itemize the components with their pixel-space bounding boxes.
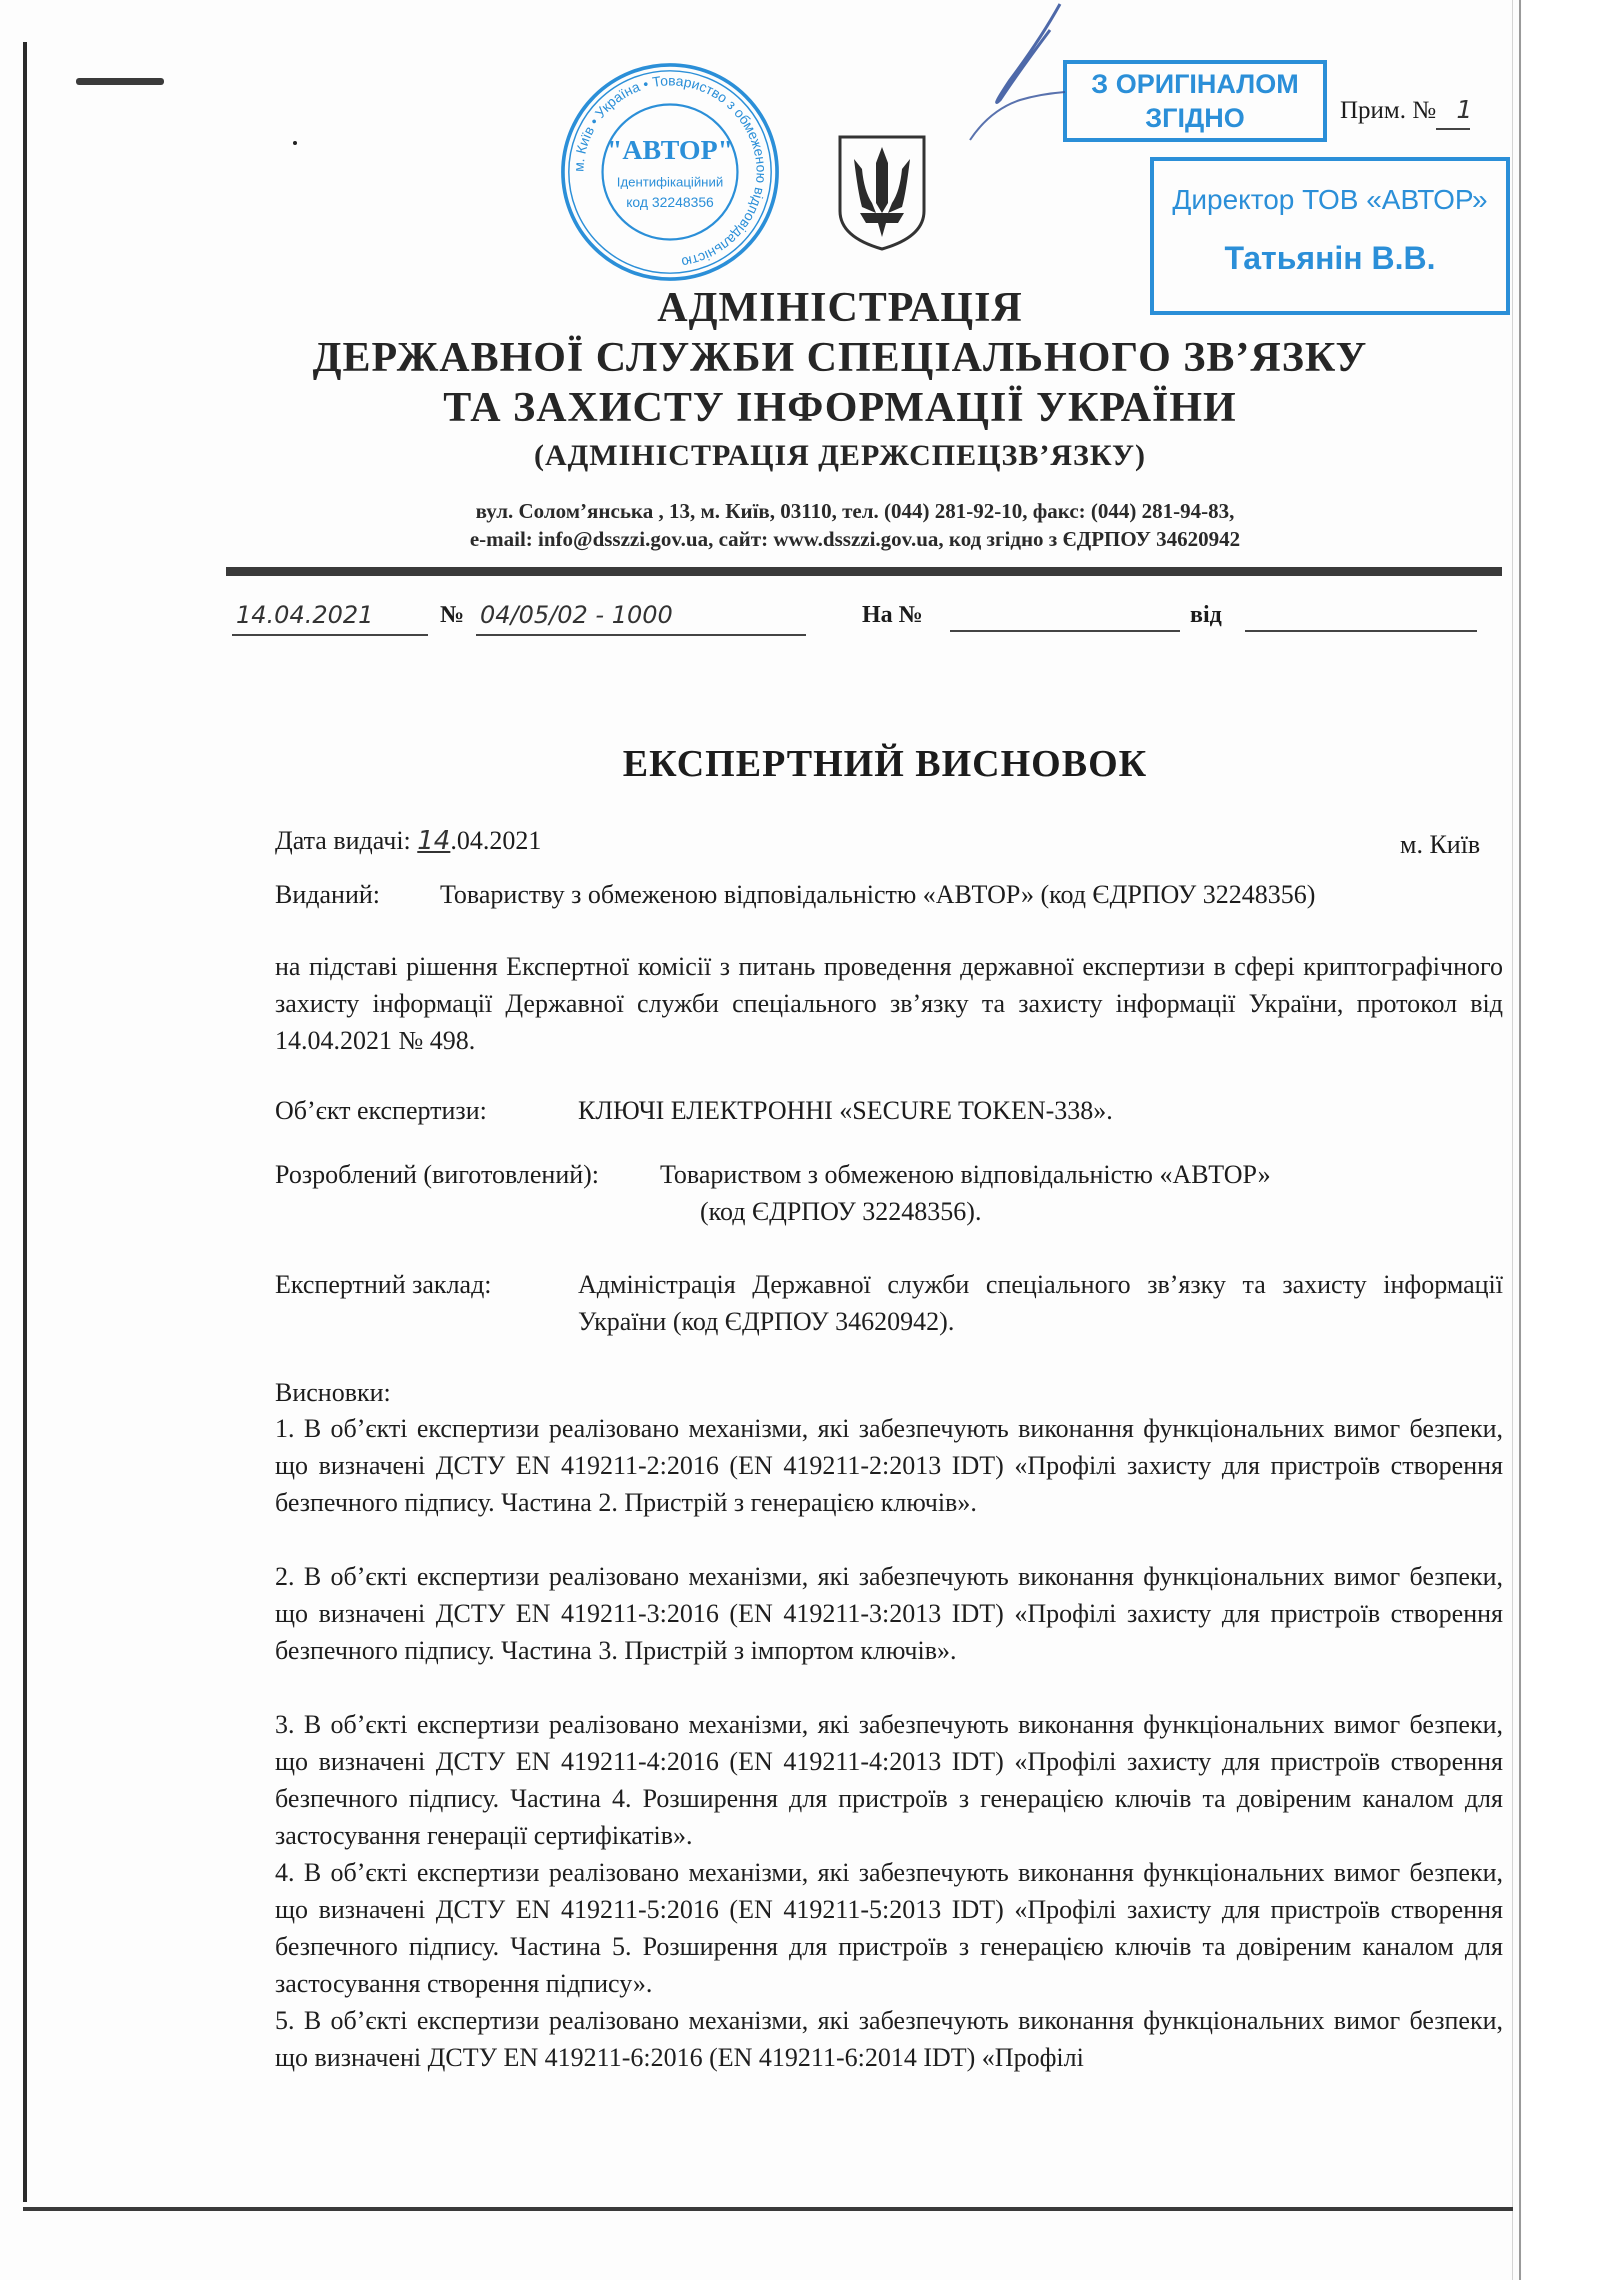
issue-day: 14 xyxy=(417,826,451,856)
registration-date: 14.04.2021 xyxy=(236,601,374,629)
document-title: ЕКСПЕРТНИЙ ВИСНОВОК xyxy=(622,743,1148,785)
scan-fold-line xyxy=(1512,0,1513,2280)
agency-name-line2: ДЕРЖАВНОЇ СЛУЖБИ СПЕЦІАЛЬНОГО ЗВ’ЯЗКУ xyxy=(312,335,1368,381)
copy-number-line xyxy=(1436,128,1470,130)
developer-line1: Товариством з обмеженою відповідальністю «АВТОР» xyxy=(660,1160,1271,1189)
seal-ident-label: Ідентифікаційний xyxy=(616,174,724,190)
decision-basis: на підставі рішення Експертної комісії з питань проведення державної експертизи в сфері криптографічного захисту інформації Державної служби спеціального зв’язку та захисту інформації України, протокол від 14.04.2021 № 498. xyxy=(275,952,1503,1055)
scan-margin xyxy=(1522,0,1606,2280)
object-label: Об’єкт експертизи: xyxy=(275,1096,487,1125)
agency-name-line1: АДМІНІСТРАЦІЯ xyxy=(657,285,1023,331)
stamp-text: З ОРИГІНАЛОМ xyxy=(1091,69,1299,99)
agency-contacts: e-mail: info@dsszzi.gov.ua, сайт: www.dsszzi.gov.ua, код згідно з ЄДРПОУ 34620942 xyxy=(469,527,1241,551)
issue-date-label: Дата видачі: xyxy=(275,826,411,855)
conclusion-item: 3. В об’єкті експертизи реалізовано механізми, які забезпечують виконання функціональних вимог безпеки, що визначені ДСТУ EN 419211-4:2016 (EN 419211-4:2013 IDT) «Профілі захисту для пристроїв створення безпечного підпису. Частина 4. Розширення для пристроїв з генерацією ключів та довіреним каналом для застосування генерації сертифікатів». xyxy=(275,1710,1503,1850)
copy-number-value: 1 xyxy=(1456,95,1473,124)
reference-label: На № xyxy=(862,602,923,628)
agency-name-line3: ТА ЗАХИСТУ ІНФОРМАЦІЇ УКРАЇНИ xyxy=(443,385,1237,431)
issued-to: Товариству з обмеженою відповідальністю «АВТОР» (код ЄДРПОУ 32248356) xyxy=(440,880,1316,909)
registration-number-label: № xyxy=(440,602,465,628)
scan-mark xyxy=(76,78,164,85)
copy-number xyxy=(1340,95,1472,126)
reference-date-line xyxy=(1245,630,1477,632)
reference-from-label: від xyxy=(1190,602,1222,628)
scan-bottom-edge xyxy=(23,2207,1513,2211)
company-seal-icon xyxy=(560,62,780,282)
institution-value: Адміністрація Державної служби спеціального зв’язку та захисту інформації України (код ЄДРПОУ 34620942). xyxy=(578,1270,1503,1336)
seal-ring-text: м. Київ • Україна • Товариство з обмеженою відповідальністю xyxy=(570,72,770,271)
conclusion-item: 2. В об’єкті експертизи реалізовано механізми, які забезпечують виконання функціональних вимог безпеки, що визначені ДСТУ EN 419211-3:2016 (EN 419211-3:2013 IDT) «Профілі захисту для пристроїв створення безпечного підпису. Частина 3. Пристрій з імпортом ключів». xyxy=(275,1562,1503,1665)
conclusion-item: 5. В об’єкті експертизи реалізовано механізми, які забезпечують виконання функціональних вимог безпеки, що визначені ДСТУ EN 419211-6:2016 (EN 419211-6:2014 IDT) «Профілі xyxy=(275,2006,1503,2072)
scan-dot xyxy=(293,141,297,145)
developer-line2: (код ЄДРПОУ 32248356). xyxy=(700,1197,982,1226)
conclusions-label: Висновки: xyxy=(275,1378,391,1407)
header-divider xyxy=(226,567,1502,576)
copy-number-label: Прим. № xyxy=(1340,97,1437,124)
coat-of-arms-icon xyxy=(836,133,928,251)
registration-date-line xyxy=(232,634,428,636)
issue-date-rest: .04.2021 xyxy=(450,826,542,855)
director-title: Директор ТОВ «АВТОР» xyxy=(1172,184,1488,215)
conclusion-item: 1. В об’єкті експертизи реалізовано механізми, які забезпечують виконання функціональних вимог безпеки, що визначені ДСТУ EN 419211-2:2016 (EN 419211-2:2013 IDT) «Профілі захисту для пристроїв створення безпечного підпису. Частина 2. Пристрій з генерацією ключів». xyxy=(275,1414,1503,1517)
object-value: КЛЮЧІ ЕЛЕКТРОННІ «SECURE TOKEN-338». xyxy=(578,1096,1113,1125)
issue-date xyxy=(275,822,541,860)
director-name: Татьянін В.В. xyxy=(1224,240,1436,276)
agency-address: вул. Солом’янська , 13, м. Київ, 03110, тел. (044) 281-92-10, факс: (044) 281-94-83, xyxy=(475,499,1235,523)
agency-abbreviation: (АДМІНІСТРАЦІЯ ДЕРЖСПЕЦЗВ’ЯЗКУ) xyxy=(534,439,1146,472)
signature-icon xyxy=(960,0,1070,150)
seal-company-name: "АВТОР" xyxy=(606,134,734,166)
registration-number-line xyxy=(476,634,806,636)
conclusion-item: 4. В об’єкті експертизи реалізовано механізми, які забезпечують виконання функціональних вимог безпеки, що визначені ДСТУ EN 419211-5:2016 (EN 419211-5:2013 IDT) «Профілі захисту для пристроїв створення безпечного підпису. Частина 5. Розширення для пристроїв з генерацією ключів та довіреним каналом для застосування створення підпису». xyxy=(275,1858,1503,1998)
developer-label: Розроблений (виготовлений): xyxy=(275,1160,600,1189)
issued-label: Виданий: xyxy=(275,880,380,909)
issue-city: м. Київ xyxy=(1400,830,1481,859)
seal-code: код 32248356 xyxy=(626,194,714,211)
institution-label: Експертний заклад: xyxy=(275,1270,492,1299)
scan-fold-line xyxy=(1519,0,1521,2280)
director-stamp xyxy=(1150,157,1510,315)
certified-copy-stamp xyxy=(1063,60,1327,142)
registration-number: 04/05/02 - 1000 xyxy=(480,601,673,629)
reference-number-line xyxy=(950,630,1180,632)
stamp-text: ЗГІДНО xyxy=(1145,103,1245,133)
scan-left-edge xyxy=(23,42,27,2202)
